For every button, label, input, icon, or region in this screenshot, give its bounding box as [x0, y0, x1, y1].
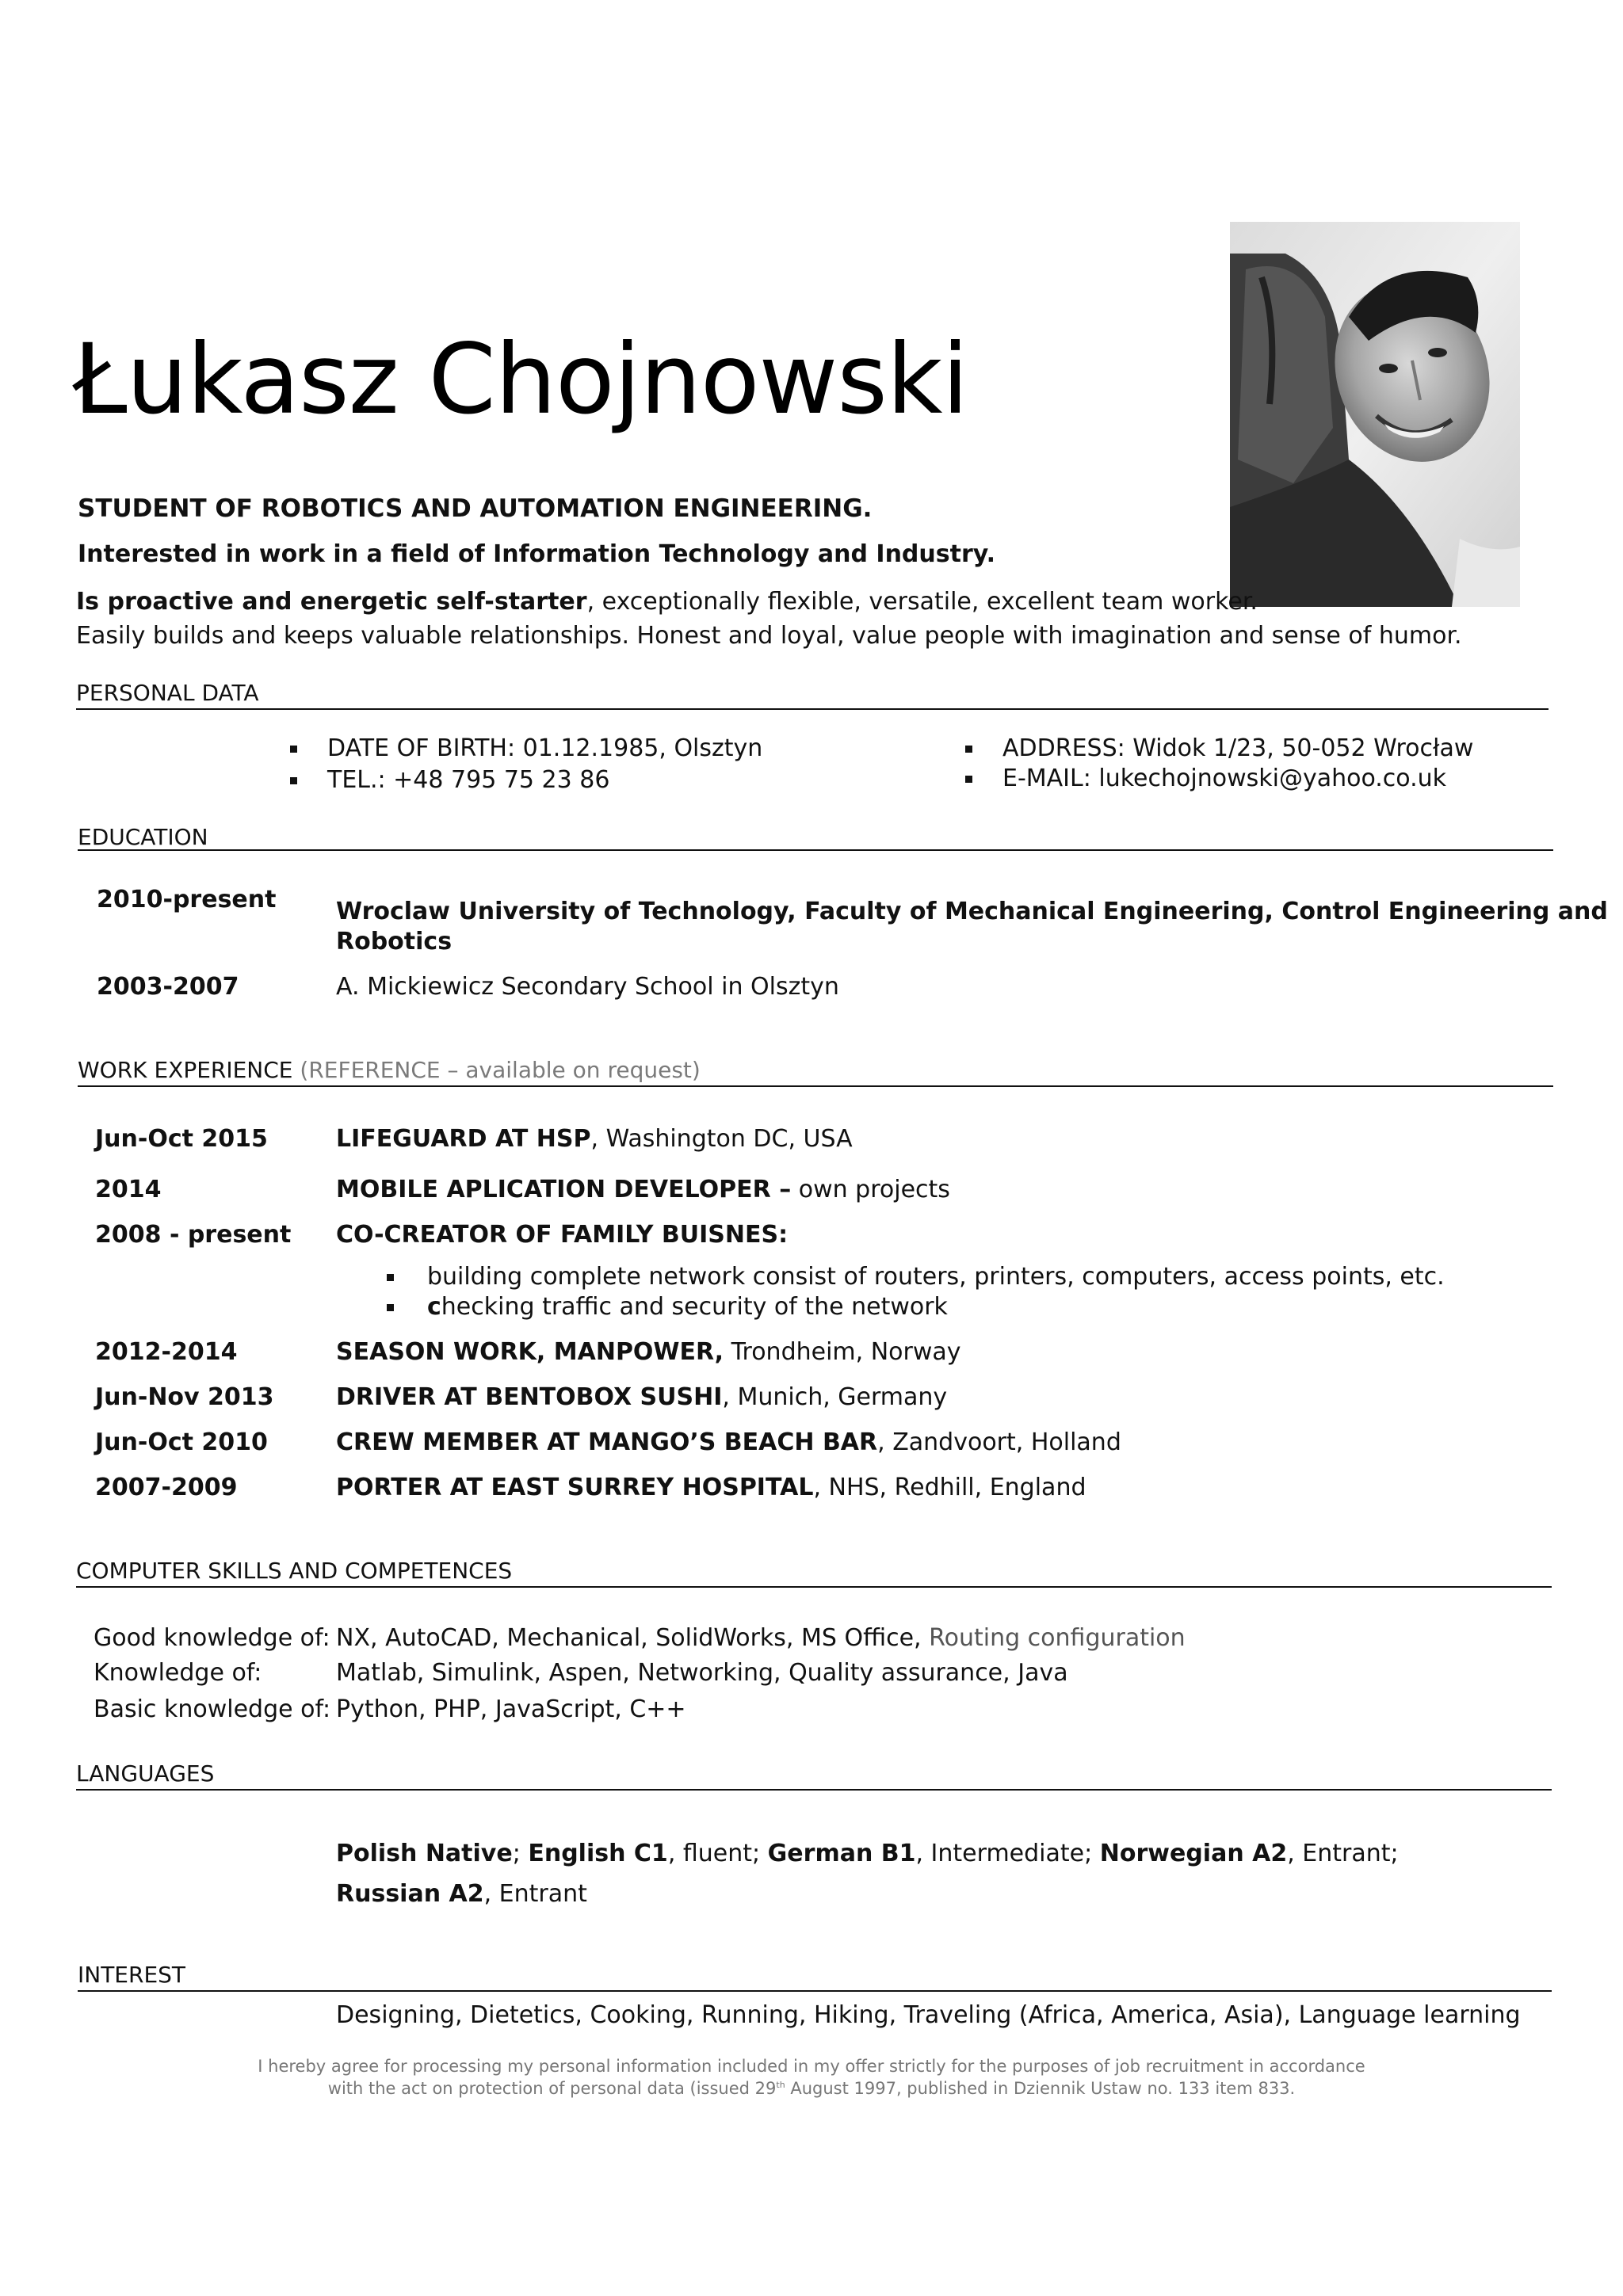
edu-school: A. Mickiewicz Secondary School in Olsztyn — [336, 973, 839, 1001]
section-title-personal: PERSONAL DATA — [76, 680, 259, 706]
work-role: PORTER AT EAST SURREY HOSPITAL — [336, 1474, 814, 1501]
work-role: CREW MEMBER AT MANGO’S BEACH BAR — [336, 1428, 878, 1456]
work-year: Jun-Oct 2015 — [95, 1125, 268, 1153]
work-year: 2008 - present — [95, 1221, 292, 1249]
lang-polish: Polish Native — [336, 1840, 513, 1867]
skill-label: Basic knowledge of: — [94, 1695, 331, 1723]
lang-english: English C1 — [528, 1840, 668, 1867]
skill-value-main: NX, AutoCAD, Mechanical, SolidWorks, MS Office, — [336, 1624, 930, 1652]
consent-sup: th — [776, 2080, 785, 2090]
skill-value: Matlab, Simulink, Aspen, Networking, Quality assurance, Java — [336, 1659, 1068, 1687]
summary-line-1 — [76, 588, 1258, 616]
work-role: LIFEGUARD AT HSP — [336, 1125, 591, 1153]
work-detail: , NHS, Redhill, England — [813, 1474, 1086, 1501]
work-detail: , Munich, Germany — [722, 1383, 948, 1411]
lang-russian: Russian A2 — [336, 1880, 484, 1908]
personal-tel: TEL.: +48 795 75 23 86 — [327, 766, 610, 794]
summary-bold: Is proactive and energetic self-starter — [76, 588, 587, 616]
skill-value: Python, PHP, JavaScript, C++ — [336, 1695, 686, 1723]
work-year: 2007-2009 — [95, 1474, 238, 1501]
personal-item — [290, 766, 609, 794]
edu-year: 2010-present — [97, 886, 277, 913]
consent-line-2 — [0, 2079, 1623, 2098]
work-title-note: (REFERENCE – available on request) — [300, 1057, 701, 1083]
section-divider — [76, 1586, 1552, 1588]
work-role: SEASON WORK, MANPOWER, — [336, 1338, 724, 1366]
work-entry — [336, 1221, 788, 1249]
work-year: Jun-Nov 2013 — [95, 1383, 274, 1411]
section-divider — [76, 1789, 1552, 1791]
work-detail: Trondheim, Norway — [724, 1338, 961, 1366]
lang-german: German B1 — [767, 1840, 916, 1867]
interest-statement: Interested in work in a field of Information Technology and Industry. — [78, 540, 995, 568]
bullet-icon — [387, 1274, 394, 1281]
summary-rest: , exceptionally flexible, versatile, excellent team worker. — [586, 588, 1258, 616]
bullet-text: building complete network consist of routers, printers, computers, access points, etc. — [427, 1263, 1445, 1291]
work-year: Jun-Oct 2010 — [95, 1428, 268, 1456]
interest-text: Designing, Dietetics, Cooking, Running, Hiking, Traveling (Africa, America, Asia), Language learning — [336, 2001, 1521, 2029]
section-divider — [78, 1990, 1552, 1992]
work-sub-bullet — [387, 1293, 948, 1321]
lang-sep: ; — [512, 1840, 529, 1867]
bullet-icon — [965, 776, 972, 783]
work-role: CO-CREATOR OF FAMILY BUISNES: — [336, 1221, 789, 1249]
headline: STUDENT OF ROBOTICS AND AUTOMATION ENGINEERING. — [78, 494, 873, 523]
lang-german-level: , Intermediate; — [915, 1840, 1100, 1867]
skill-label: Knowledge of: — [94, 1659, 262, 1687]
bullet-icon — [290, 746, 297, 753]
section-divider — [76, 708, 1549, 710]
edu-year: 2003-2007 — [97, 973, 239, 1001]
personal-item — [965, 765, 1446, 792]
summary-line-2: Easily builds and keeps valuable relationships. Honest and loyal, value people with imagination and sense of humor. — [76, 622, 1462, 650]
skill-value-grey: Routing configuration — [929, 1624, 1186, 1652]
work-year: 2014 — [95, 1176, 162, 1203]
skill-label: Good knowledge of: — [94, 1624, 330, 1652]
consent-line-1: I hereby agree for processing my personal information included in my offer strictly for the purposes of job recruitment in accordance — [258, 2057, 1365, 2076]
lang-russian-level: , Entrant — [483, 1880, 587, 1908]
bullet-bold: c — [427, 1293, 441, 1321]
section-title-work — [78, 1057, 701, 1083]
work-detail: , Washington DC, USA — [590, 1125, 853, 1153]
lang-norwegian: Norwegian A2 — [1099, 1840, 1288, 1867]
consent-text-b: August 1997, published in Dziennik Ustaw no. 133 item 833. — [785, 2079, 1296, 2098]
personal-dob: DATE OF BIRTH: 01.12.1985, Olsztyn — [327, 734, 763, 762]
section-title-education: EDUCATION — [78, 824, 208, 850]
work-detail: , Zandvoort, Holland — [877, 1428, 1121, 1456]
work-year: 2012-2014 — [95, 1338, 238, 1366]
work-entry — [336, 1176, 950, 1203]
work-entry — [336, 1338, 961, 1366]
section-title-interest: INTEREST — [78, 1962, 186, 1988]
profile-photo — [1230, 222, 1520, 607]
work-role: MOBILE APLICATION DEVELOPER – — [336, 1176, 792, 1203]
bullet-icon — [387, 1304, 394, 1311]
edu-school-line-1: Wroclaw University of Technology, Faculty of Mechanical Engineering, Control Engineering and — [336, 898, 1608, 925]
personal-address: ADDRESS: Widok 1/23, 50-052 Wrocław — [1002, 734, 1474, 762]
skill-value — [336, 1624, 1186, 1652]
candidate-name: Łukasz Chojnowski — [73, 323, 968, 436]
work-entry — [336, 1383, 947, 1411]
personal-item — [290, 734, 762, 762]
edu-school-line-2: Robotics — [336, 928, 453, 955]
languages-line-1 — [336, 1840, 1399, 1867]
languages-line-2 — [336, 1880, 587, 1908]
work-title: WORK EXPERIENCE — [78, 1057, 293, 1083]
section-divider — [78, 1085, 1553, 1087]
work-role: DRIVER AT BENTOBOX SUSHI — [336, 1383, 723, 1411]
lang-norwegian-level: , Entrant; — [1287, 1840, 1399, 1867]
work-entry — [336, 1474, 1086, 1501]
bullet-text: hecking traffic and security of the network — [441, 1293, 948, 1321]
personal-item — [965, 734, 1473, 762]
section-title-skills: COMPUTER SKILLS AND COMPETENCES — [76, 1558, 513, 1584]
lang-english-level: , fluent; — [667, 1840, 768, 1867]
work-entry — [336, 1125, 853, 1153]
section-title-languages: LANGUAGES — [76, 1760, 215, 1787]
section-divider — [78, 849, 1553, 851]
personal-email: E-MAIL: lukechojnowski@yahoo.co.uk — [1002, 765, 1447, 792]
work-sub-bullet — [387, 1263, 1445, 1291]
work-entry — [336, 1428, 1121, 1456]
bullet-icon — [290, 777, 297, 784]
work-detail: own projects — [791, 1176, 950, 1203]
bullet-icon — [965, 746, 972, 753]
consent-text-a: with the act on protection of personal data (issued 29 — [327, 2079, 777, 2098]
